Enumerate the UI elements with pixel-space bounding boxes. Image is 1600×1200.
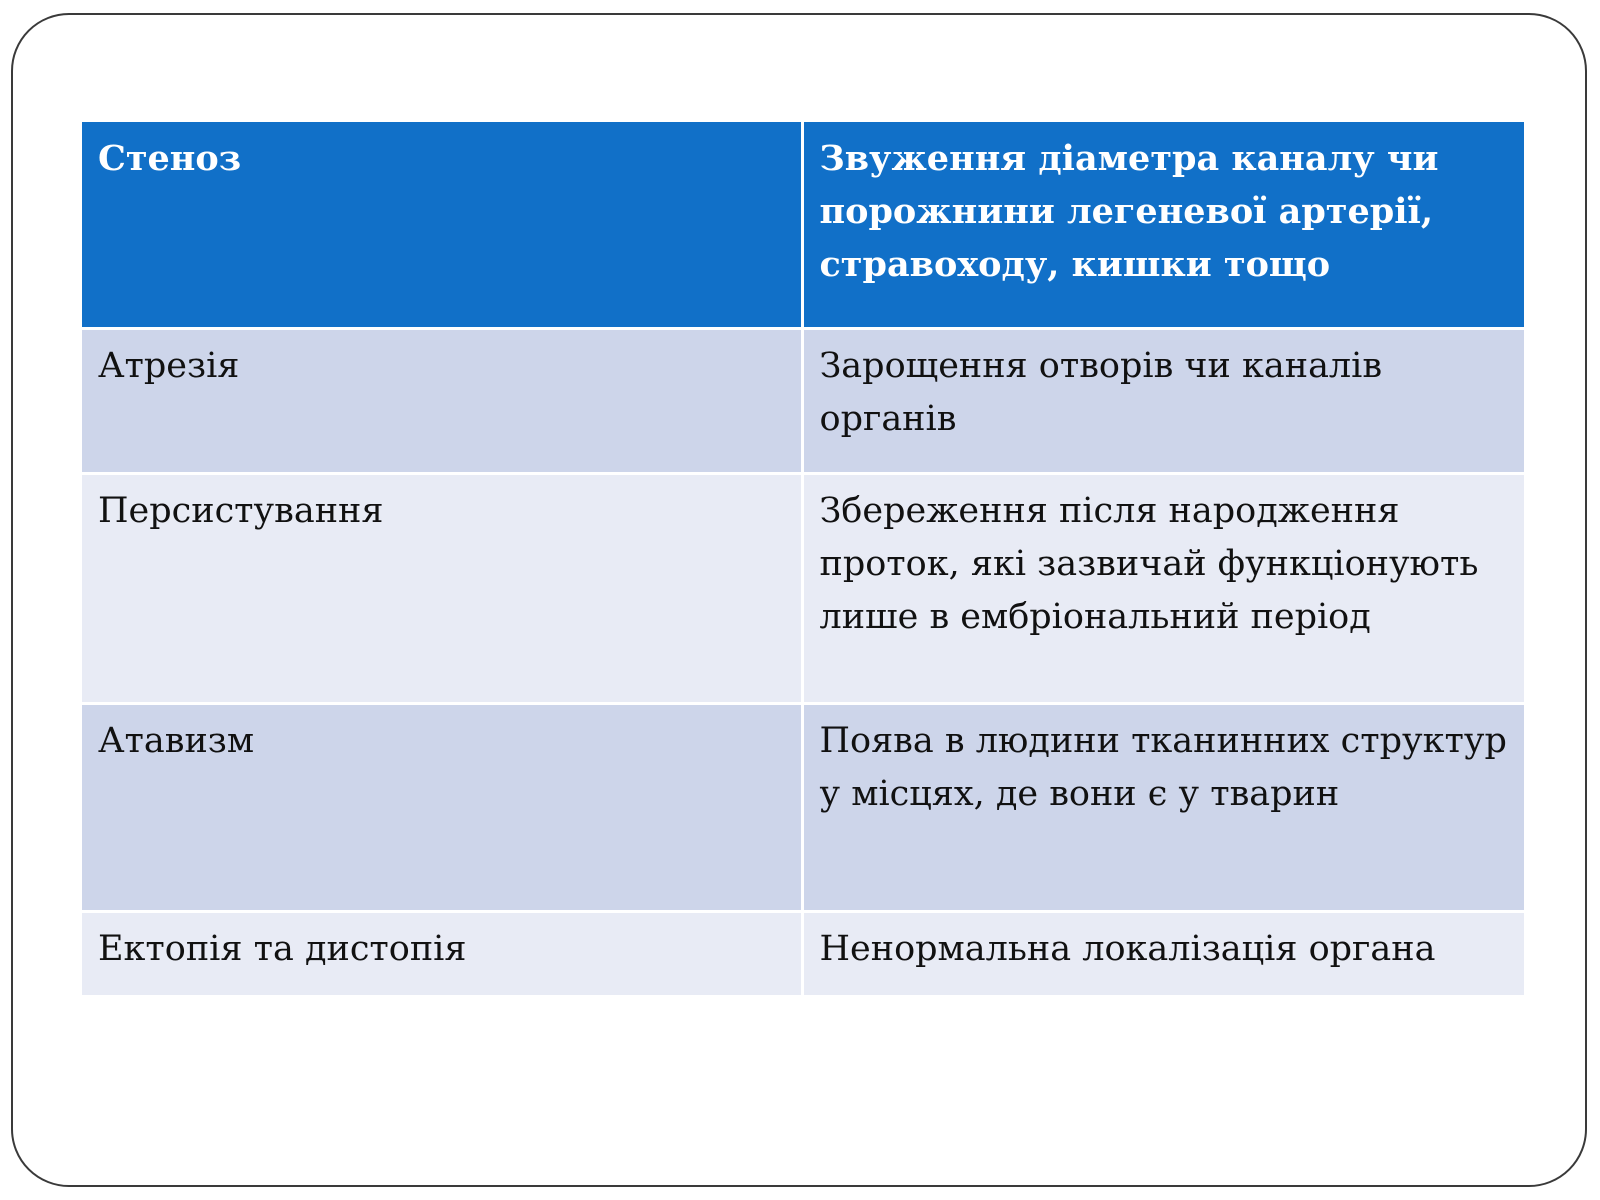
term-cell: Атрезія bbox=[82, 328, 802, 473]
header-definition-cell: Звуження діаметра каналу чи порожнини легеневої артерії, стравоходу, кишки тощо bbox=[802, 122, 1524, 328]
table-row bbox=[82, 328, 1524, 473]
definition-cell: Збереження після народження проток, які зазвичай функціонують лише в ембріональний період bbox=[802, 473, 1524, 703]
term-cell: Персистування bbox=[82, 473, 802, 703]
anomalies-table bbox=[82, 122, 1524, 995]
table-row bbox=[82, 703, 1524, 911]
header-term-cell: Стеноз bbox=[82, 122, 802, 328]
term-cell: Атавизм bbox=[82, 703, 802, 911]
table-row bbox=[82, 473, 1524, 703]
definition-cell: Поява в людини тканинних структур у місцях, де вони є у тварин bbox=[802, 703, 1524, 911]
term-cell: Ектопія та дистопія bbox=[82, 911, 802, 995]
definition-cell: Ненормальна локалізація органа bbox=[802, 911, 1524, 995]
table-header-row bbox=[82, 122, 1524, 328]
definition-cell: Зарощення отворів чи каналів органів bbox=[802, 328, 1524, 473]
table-row bbox=[82, 911, 1524, 995]
